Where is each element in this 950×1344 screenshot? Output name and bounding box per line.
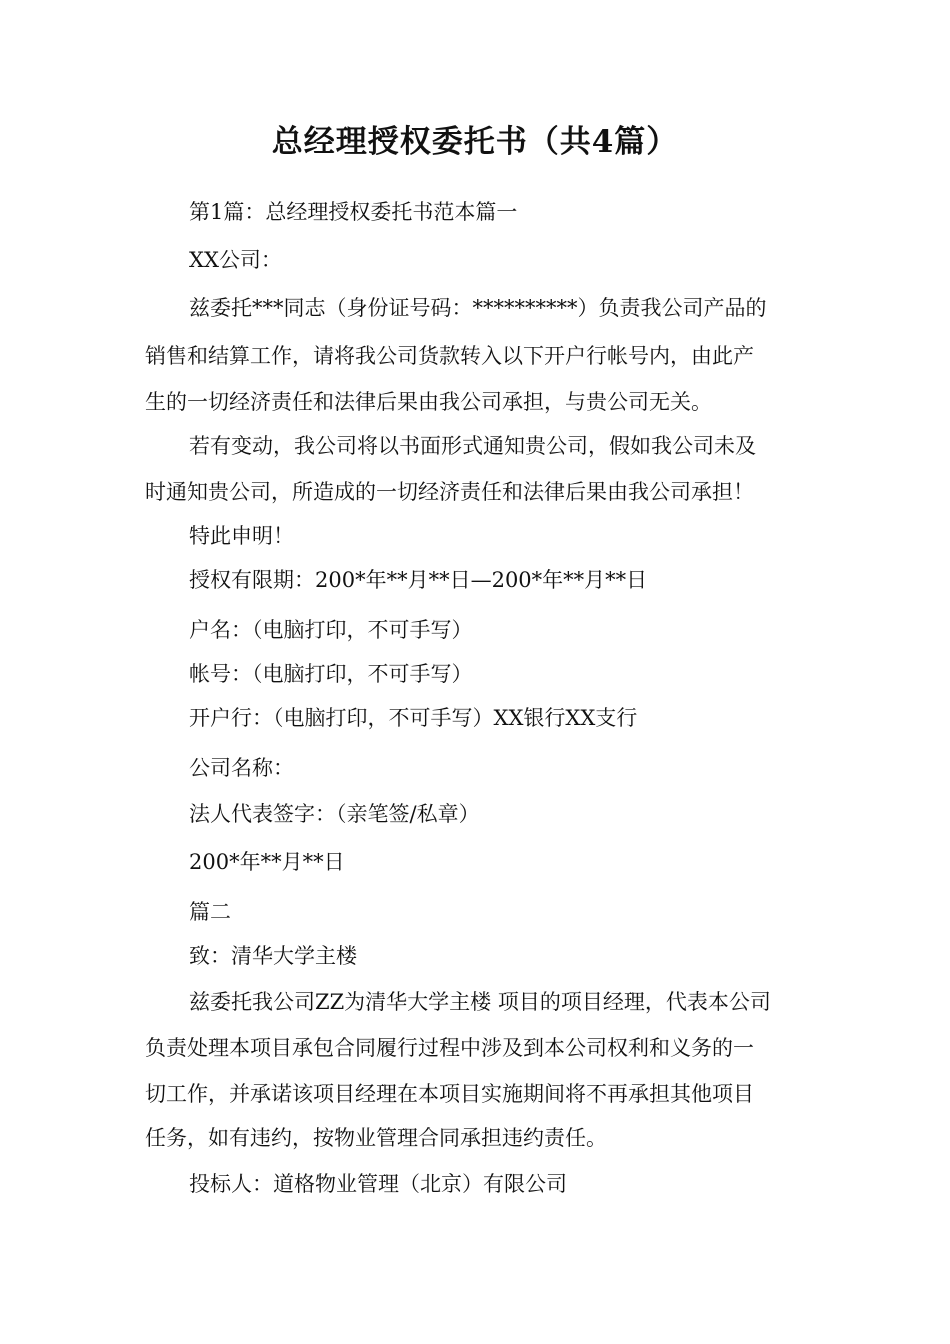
account-number-line: 帐号：（电脑打印，不可手写） <box>189 662 473 686</box>
addressee-line: XX公司： <box>189 248 282 272</box>
validity-period-line: 授权有限期：200*年**月**日—200*年**月**日 <box>189 568 648 592</box>
declaration-line: 特此申明！ <box>189 524 294 548</box>
paragraph-1-line-2: 销售和结算工作，请将我公司货款转入以下开户行帐号内，由此产 <box>145 344 754 368</box>
paragraph-3-line-2: 负责处理本项目承包合同履行过程中涉及到本公司权利和义务的一 <box>145 1036 754 1060</box>
section-heading-1: 第1篇：总经理授权委托书范本篇一 <box>189 200 518 224</box>
company-name-line: 公司名称： <box>189 756 294 780</box>
paragraph-2-line-1: 若有变动，我公司将以书面形式通知贵公司，假如我公司未及 <box>189 434 756 458</box>
paragraph-3-line-1: 兹委托我公司ZZ为清华大学主楼 项目的项目经理，代表本公司 <box>189 990 771 1014</box>
paragraph-1-line-1: 兹委托***同志（身份证号码：**********）负责我公司产品的 <box>189 296 767 320</box>
account-name-line: 户名：（电脑打印，不可手写） <box>189 618 473 642</box>
section-heading-2: 篇二 <box>189 900 231 924</box>
paragraph-1-line-3: 生的一切经济责任和法律后果由我公司承担，与贵公司无关。 <box>145 390 712 414</box>
legal-rep-signature-line: 法人代表签字：（亲笔签/私章） <box>189 802 480 826</box>
recipient-line: 致：清华大学主楼 <box>189 944 357 968</box>
paragraph-3-line-3: 切工作，并承诺该项目经理在本项目实施期间将不再承担其他项目 <box>145 1082 754 1106</box>
bank-line: 开户行：（电脑打印，不可手写）XX银行XX支行 <box>189 706 638 730</box>
bidder-line: 投标人：道格物业管理（北京）有限公司 <box>189 1172 567 1196</box>
document-title: 总经理授权委托书（共4篇） <box>271 124 679 160</box>
date-line: 200*年**月**日 <box>189 850 345 874</box>
paragraph-3-line-4: 任务，如有违约，按物业管理合同承担违约责任。 <box>145 1126 607 1150</box>
paragraph-2-line-2: 时通知贵公司，所造成的一切经济责任和法律后果由我公司承担！ <box>145 480 754 504</box>
